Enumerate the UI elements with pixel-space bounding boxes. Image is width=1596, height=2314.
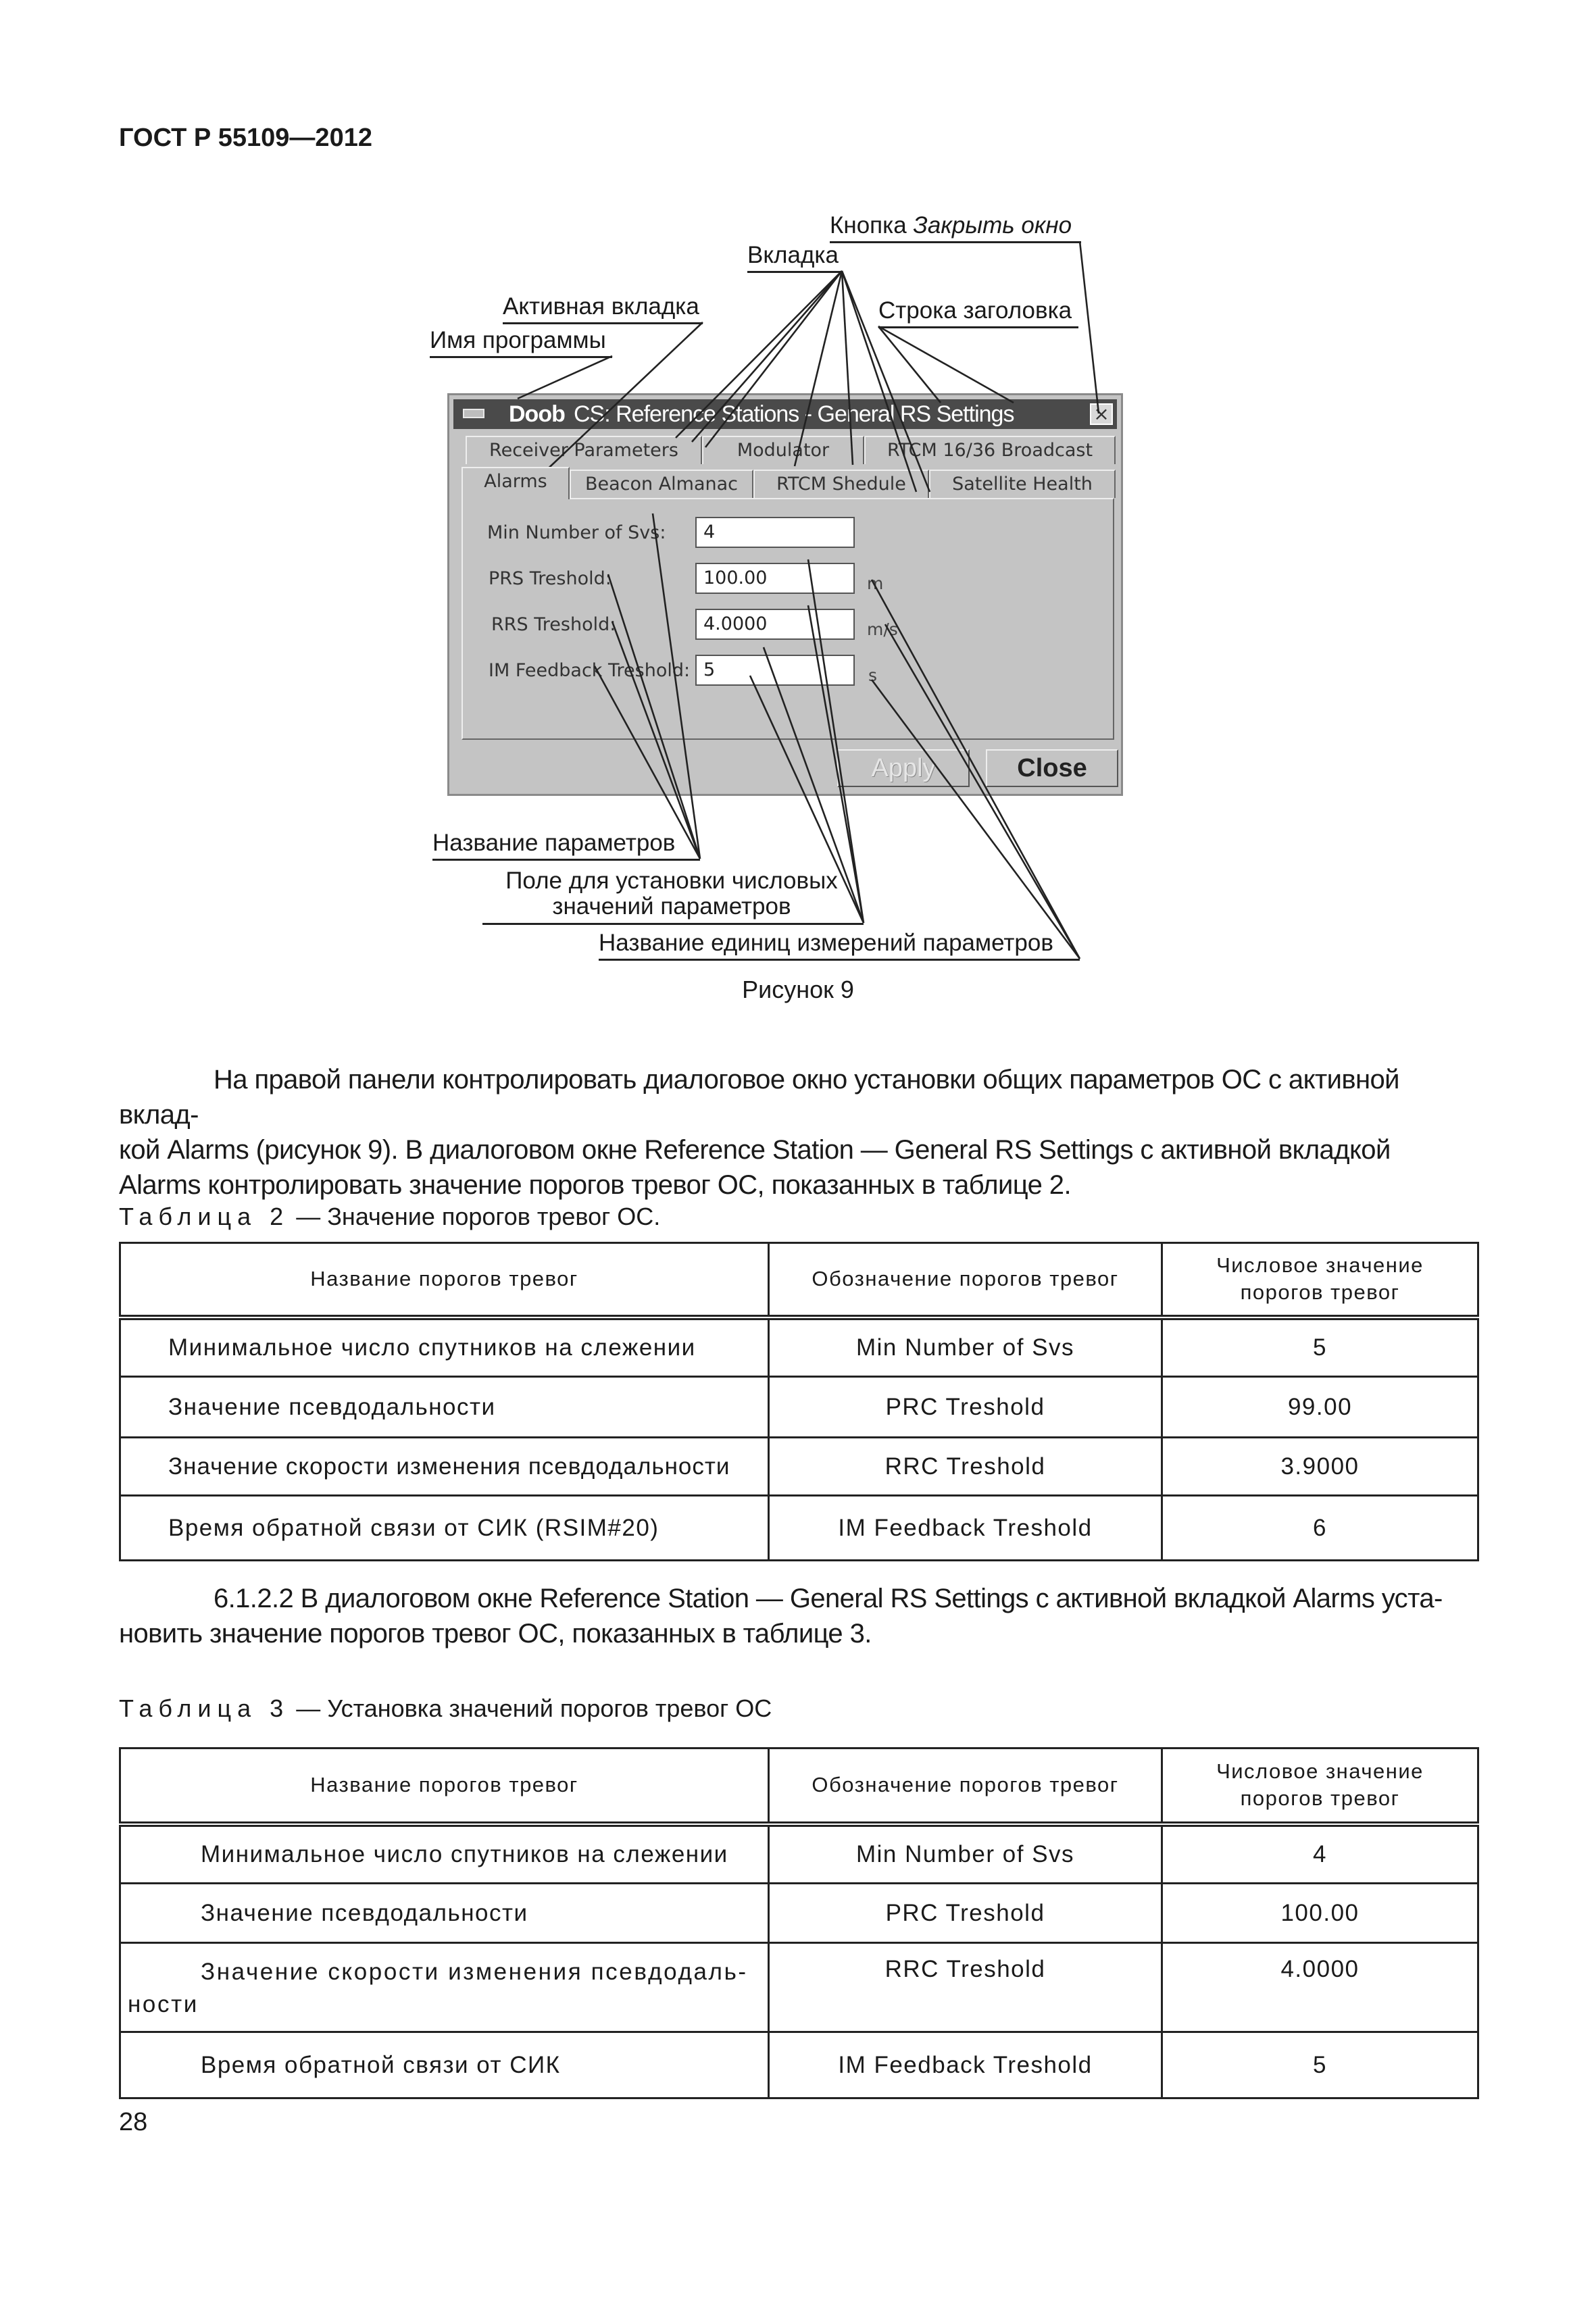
- paragraph-1: [119, 1062, 1477, 1203]
- figure-caption: Рисунок 9: [742, 976, 854, 1003]
- callout-underline: [430, 356, 612, 358]
- callout-underline: [878, 326, 1078, 328]
- callout-underline: [747, 271, 842, 273]
- param-label: PRS Treshold:: [489, 568, 612, 589]
- callout-unit-names: Название единиц измерений параметров: [599, 930, 1053, 956]
- dialog-title-bar[interactable]: [453, 399, 1117, 429]
- prs-treshold-field[interactable]: 100.00: [695, 563, 855, 594]
- im-feedback-field[interactable]: 5: [695, 655, 855, 686]
- page-number: 28: [119, 2108, 148, 2136]
- table3: [119, 1747, 1479, 2099]
- callout-value-fields-2: значений параметров: [552, 893, 791, 920]
- callout-tab: Вкладка: [747, 242, 839, 268]
- table2: [119, 1242, 1479, 1561]
- param-label: IM Feedback Treshold:: [489, 660, 691, 681]
- paragraph-line: Alarms контролировать значение порогов тревог ОС, показанных в таблице 2.: [119, 1170, 1071, 1200]
- table-row: Значение скорости изменения псевдодаль- ности RRC Treshold 4.0000: [120, 1943, 1478, 2032]
- tab-rtcm-shedule[interactable]: RTCM Shedule: [753, 470, 929, 498]
- document-header: ГОСТ Р 55109—2012: [119, 124, 372, 152]
- table-row: Минимальное число спутников на слежении Min Number of Svs 4: [120, 1824, 1478, 1884]
- program-name: Doob: [509, 401, 565, 427]
- tab-beacon-almanac[interactable]: Beacon Almanac: [570, 470, 753, 498]
- settings-dialog: [447, 393, 1123, 796]
- callout-value-fields-1: Поле для установки числовых: [505, 867, 838, 894]
- window-menu-icon[interactable]: [463, 409, 484, 418]
- callout-underline: [599, 959, 1080, 961]
- param-unit: m/s: [867, 620, 898, 639]
- table-row: Время обратной связи от СИК (RSIM#20) IM Feedback Treshold 6: [120, 1496, 1478, 1561]
- callout-program-name: Имя программы: [430, 327, 606, 353]
- close-button[interactable]: Close: [986, 749, 1118, 787]
- table-row: Минимальное число спутников на слежении Min Number of Svs 5: [120, 1317, 1478, 1377]
- tab-receiver-parameters[interactable]: Receiver Parameters: [466, 436, 702, 464]
- table-header: Обозначение порогов тревог: [769, 1243, 1162, 1317]
- param-label: Min Number of Svs:: [487, 522, 666, 543]
- table-header: Название порогов тревог: [120, 1243, 769, 1317]
- close-window-icon[interactable]: ×: [1090, 403, 1113, 425]
- callout-underline: [482, 923, 864, 925]
- callout-title-bar: Строка заголовка: [878, 297, 1072, 324]
- table-row: Значение псевдодальности PRC Treshold 99.00: [120, 1377, 1478, 1438]
- paragraph-line: На правой панели контролировать диалоговое окно установки общих параметров ОС с активной вклад-: [119, 1065, 1399, 1130]
- min-svs-field[interactable]: 4: [695, 517, 855, 548]
- table-header: Обозначение порогов тревог: [769, 1749, 1162, 1824]
- table-row: Значение скорости изменения псевдодальности RRC Treshold 3.9000: [120, 1438, 1478, 1496]
- table3-caption: Таблица 3 — Установка значений порогов тревог ОС: [119, 1694, 772, 1722]
- paragraph-line: кой Alarms (рисунок 9). В диалоговом окне Reference Station — General RS Settings с активной вкладкой: [119, 1135, 1391, 1165]
- table2-caption: Таблица 2 — Значение порогов тревог ОС.: [119, 1203, 661, 1230]
- rrs-treshold-field[interactable]: 4.0000: [695, 609, 855, 640]
- callout-active-tab: Активная вкладка: [503, 293, 699, 320]
- tab-alarms[interactable]: Alarms: [462, 467, 570, 499]
- callout-underline: [830, 241, 1081, 243]
- alarms-panel: [462, 498, 1114, 740]
- tab-modulator[interactable]: Modulator: [702, 436, 864, 464]
- paragraph-line: 6.1.2.2 В диалоговом окне Reference Station — General RS Settings с активной вкладкой Alarms уста-: [214, 1584, 1443, 1613]
- table-header: Числовое значение порогов тревог: [1162, 1749, 1478, 1824]
- callout-param-names: Название параметров: [432, 830, 676, 856]
- param-unit: s: [868, 665, 878, 685]
- tab-satellite-health[interactable]: Satellite Health: [929, 470, 1116, 498]
- callout-underline: [432, 859, 700, 861]
- table-row: Время обратной связи от СИК IM Feedback Treshold 5: [120, 2032, 1478, 2098]
- table-header: Числовое значение порогов тревог: [1162, 1243, 1478, 1317]
- paragraph-2: [119, 1581, 1477, 1651]
- paragraph-line: новить значение порогов тревог ОС, показанных в таблице 3.: [119, 1619, 872, 1649]
- table-header: Название порогов тревог: [120, 1749, 769, 1824]
- dialog-title: CS: Reference Stations - General RS Settings: [574, 401, 1014, 427]
- callout-close-button: Кнопка Закрыть окно: [830, 212, 1072, 238]
- param-label: RRS Treshold:: [491, 614, 616, 635]
- param-unit: m: [867, 574, 884, 593]
- callout-underline: [503, 322, 703, 324]
- tab-rtcm-broadcast[interactable]: RTCM 16/36 Broadcast: [864, 436, 1116, 464]
- table-row: Значение псевдодальности PRC Treshold 100.00: [120, 1884, 1478, 1943]
- apply-button[interactable]: Apply: [837, 749, 970, 787]
